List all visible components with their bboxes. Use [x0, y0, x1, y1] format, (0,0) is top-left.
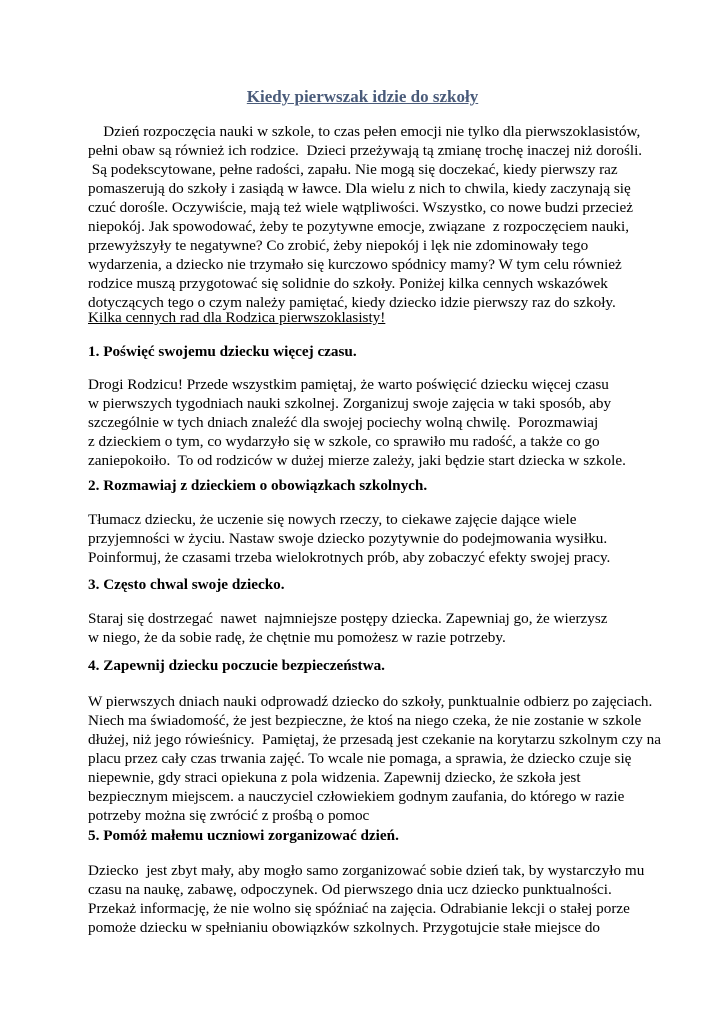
intro-paragraph	[88, 122, 648, 312]
paragraph-line: placu przez cały czas trwania zajęć. To wcale nie pomaga, a sprawia, że dziecko czuje się	[88, 750, 632, 767]
intro-line: niepokój. Jak spowodować, żeby te pozytywne emocje, związane z rozpoczęciem nauki,	[88, 218, 630, 235]
section-paragraph-1	[88, 375, 648, 470]
paragraph-line: zaniepokoiło. To od rodziców w dużej mierze zależy, jaki będzie start dziecka w szkole.	[88, 452, 626, 469]
document-title: Kiedy pierwszak idzie do szkoły	[246, 87, 479, 106]
paragraph-line: bezpiecznym miejscem. a nauczyciel człowiekiem godnym zaufania, do którego w razie	[88, 788, 625, 805]
paragraph-line: przyjemności w życiu. Nastaw swoje dziecko pozytywnie do podejmowania wysiłku.	[88, 530, 608, 547]
paragraph-line: niepewnie, gdy straci opiekuna z pola widzenia. Zapewnij dziecko, że szkoła jest	[88, 769, 581, 786]
paragraph-line: Niech ma świadomość, że jest bezpieczne, że ktoś na niego czeka, że nie zostanie w szkole	[88, 712, 642, 729]
intro-line: dotyczących tego o czym należy pamiętać, kiedy dziecko idzie pierwszy raz do szkoły.	[88, 294, 616, 311]
intro-line: pomaszerują do szkoły i zasiądą w ławce. Dla wielu z nich to chwila, kiedy zaczynają się	[88, 180, 631, 197]
intro-line: Dzień rozpoczęcia nauki w szkole, to czas pełen emocji nie tylko dla pierwszoklasistów,	[88, 123, 641, 140]
intro-line: pełni obaw są również ich rodzice. Dzieci przeżywają tą zmianę trochę inaczej niż dorośli.	[88, 142, 643, 159]
paragraph-line: Dziecko jest zbyt mały, aby mogło samo zorganizować sobie dzień tak, by wystarczyło mu	[88, 862, 645, 879]
paragraph-line: dłużej, niż jego rówieśnicy. Pamiętaj, że przesadą jest czekanie na korytarzu szkolnym czy na	[88, 731, 661, 748]
paragraph-line: Przekaż informację, że nie wolno się spóźniać na zajęcia. Odrabianie lekcji o stałej porze	[88, 900, 630, 917]
paragraph-line: potrzeby można się zwrócić z prośbą o pomoc	[88, 807, 370, 824]
paragraph-line: w niego, że da sobie radę, że chętnie mu pomożesz w razie potrzeby.	[88, 629, 506, 646]
intro-line: czuć dorośle. Oczywiście, mają też wiele wątpliwości. Wszystko, co nowe budzi przecież	[88, 199, 633, 216]
section-paragraph-5	[88, 861, 648, 937]
paragraph-line: Poinformuj, że czasami trzeba wielokrotnych prób, aby zobaczyć efekty swojej pracy.	[88, 549, 611, 566]
paragraph-line: Staraj się dostrzegać nawet najmniejsze postępy dziecka. Zapewniaj go, że wierzysz	[88, 610, 608, 627]
section-paragraph-2	[88, 510, 648, 567]
paragraph-line: z dzieckiem o tym, co wydarzyło się w szkole, co sprawiło mu radość, a także co go	[88, 433, 600, 450]
section-heading-2: 2. Rozmawiaj z dzieckiem o obowiązkach szkolnych.	[88, 477, 428, 494]
intro-line: przewyższyły te negatywne? Co zrobić, żeby niepokój i lęk nie zdominowały tego	[88, 237, 589, 254]
paragraph-line: pomoże dziecku w spełnianiu obowiązków szkolnych. Przygotujcie stałe miejsce do	[88, 919, 601, 936]
section-paragraph-3	[88, 609, 648, 647]
section-heading-5: 5. Pomóż małemu uczniowi zorganizować dzień.	[88, 827, 399, 844]
paragraph-line: czasu na naukę, zabawę, odpoczynek. Od pierwszego dnia ucz dziecko punktualności.	[88, 881, 612, 898]
paragraph-line: Tłumacz dziecku, że uczenie się nowych rzeczy, to ciekawe zajęcie dające wiele	[88, 511, 577, 528]
section-heading-3: 3. Często chwal swoje dziecko.	[88, 576, 285, 593]
paragraph-line: Drogi Rodzicu! Przede wszystkim pamiętaj, że warto poświęcić dziecku więcej czasu	[88, 376, 609, 393]
intro-line: Są podekscytowane, pełne radości, zapału. Nie mogą się doczekać, kiedy pierwszy raz	[88, 161, 618, 178]
paragraph-line: w pierwszych tygodniach nauki szkolnej. Zorganizuj swoje zajęcia w taki sposób, aby	[88, 395, 612, 412]
section-heading-1: 1. Poświęć swojemu dziecku więcej czasu.	[88, 343, 357, 360]
intro-line: wydarzenia, a dziecko nie trzymało się kurczowo spódnicy mamy? W tym celu również	[88, 256, 622, 273]
advice-subheading: Kilka cennych rad dla Rodzica pierwszoklasisty!	[88, 309, 386, 326]
paragraph-line: W pierwszych dniach nauki odprowadź dziecko do szkoły, punktualnie odbierz po zajęciach.	[88, 693, 653, 710]
intro-line: rodzice muszą przygotować się solidnie do szkoły. Poniżej kilka cennych wskazówek	[88, 275, 608, 292]
section-paragraph-4	[88, 692, 661, 825]
section-heading-4: 4. Zapewnij dziecku poczucie bezpieczeństwa.	[88, 657, 385, 674]
paragraph-line: szczególnie w tych dniach znaleźć dla swojej pociechy wolną chwilę. Porozmawiaj	[88, 414, 599, 431]
